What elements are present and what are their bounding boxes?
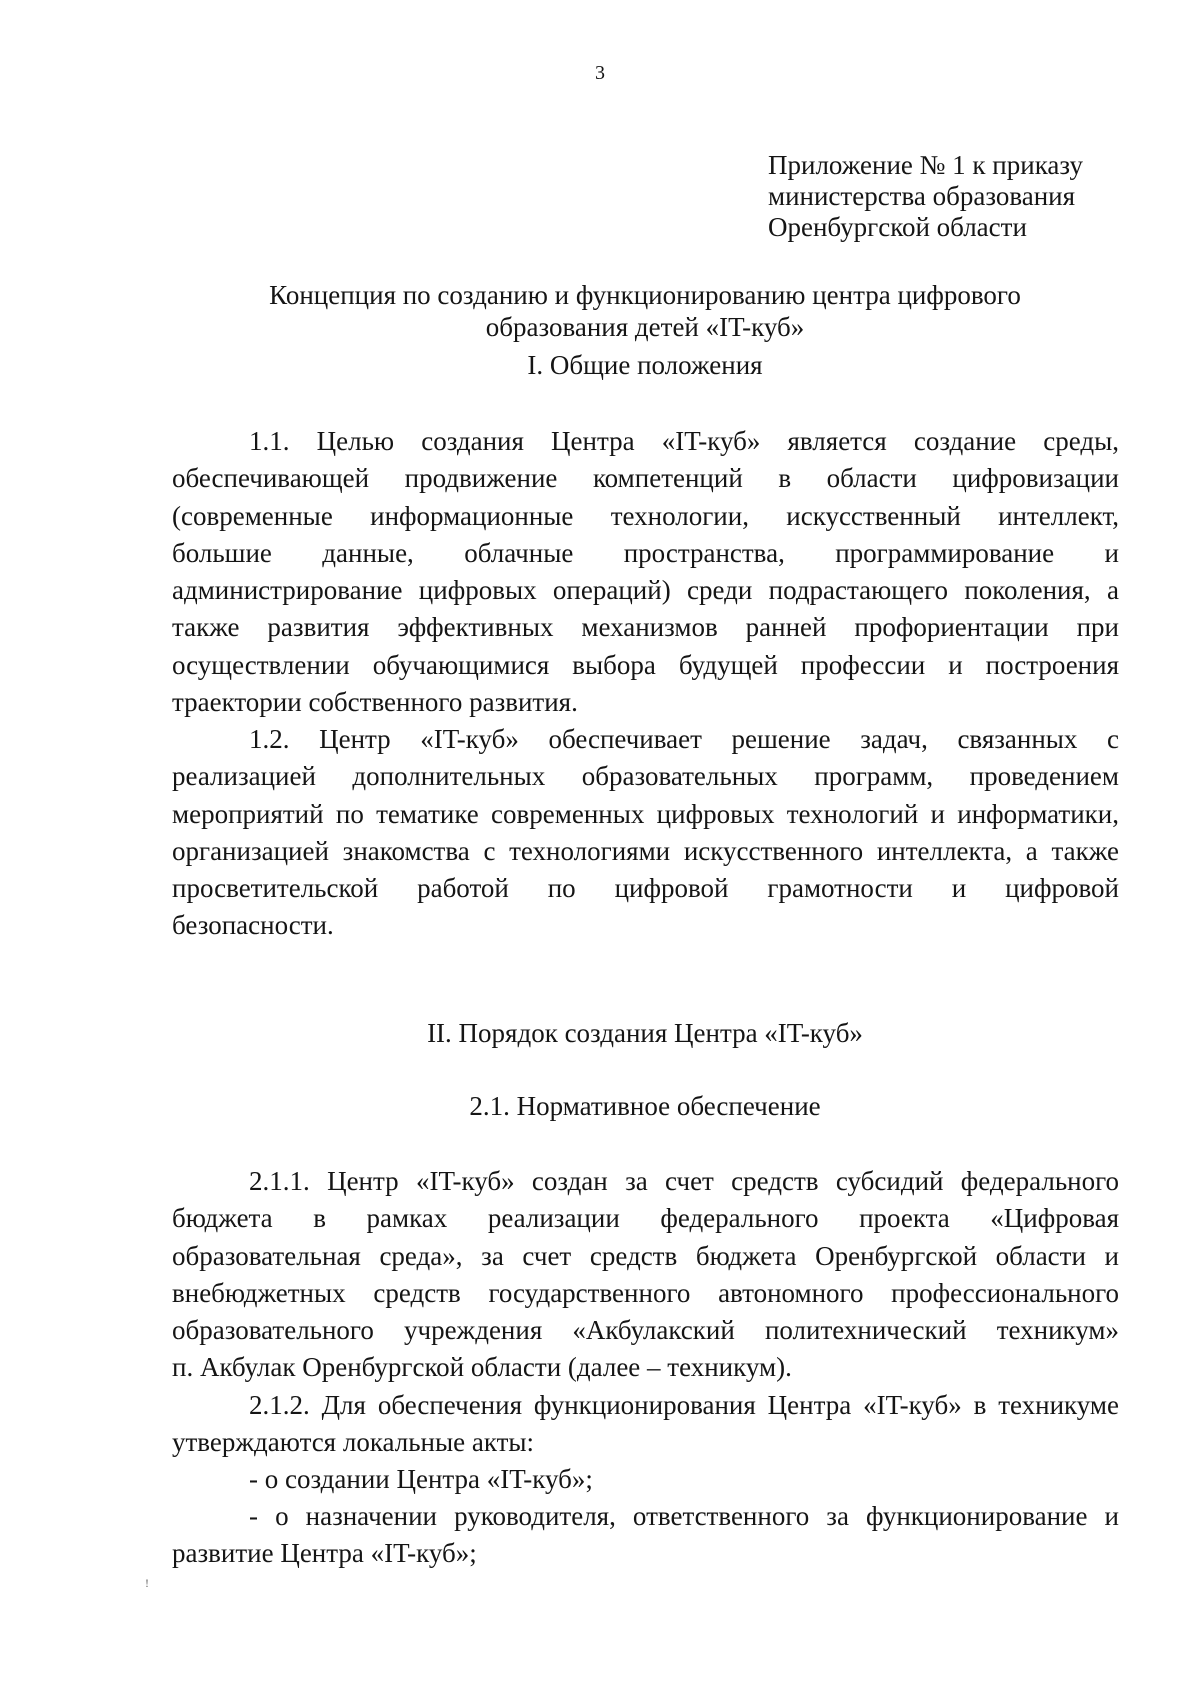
paragraph-line: бюджета в рамках реализации федерального проекта «Цифровая (172, 1203, 1119, 1234)
paragraph-line: траектории собственного развития. (172, 687, 578, 718)
section-1-heading: I. Общие положения (527, 350, 763, 380)
paragraph-line: - о назначении руководителя, ответственного за функционирование и (249, 1501, 1119, 1531)
appendix-line: министерства образования (768, 181, 1076, 211)
appendix-line: Оренбургской области (768, 212, 1027, 242)
paragraph-line: реализацией дополнительных образовательных программ, проведением (172, 761, 1119, 792)
section-2-subheading: 2.1. Нормативное обеспечение (469, 1091, 821, 1121)
paragraph-line: осуществлении обучающимися выбора будущей профессии и построения (172, 649, 1119, 680)
paragraph-line: администрирование цифровых операций) среди подрастающего поколения, а (172, 575, 1119, 606)
paragraph-line: образовательная среда», за счет средств бюджета Оренбургской области и (172, 1240, 1119, 1271)
appendix-line: Приложение № 1 к приказу (768, 150, 1083, 180)
document-title (205, 279, 1085, 343)
paragraph-line: обеспечивающей продвижение компетенций в области цифровизации (172, 463, 1119, 494)
page-number: 3 (595, 62, 605, 84)
paragraph-line: 2.1.2. Для обеспечения функционирования Центра «IT-куб» в техникуме (249, 1390, 1119, 1420)
paragraph-line: 2.1.1. Центр «IT-куб» создан за счет средств субсидий федерального (249, 1166, 1119, 1196)
paragraph-2-1-2 (172, 1387, 1119, 1462)
paragraph-line: организацией знакомства с технологиями искусственного интеллекта, а также (172, 835, 1119, 866)
paragraph-line: безопасности. (172, 910, 334, 941)
section-2-heading: II. Порядок создания Центра «IT-куб» (427, 1018, 863, 1048)
title-line: образования детей «IT-куб» (485, 312, 805, 342)
paragraph-1-2 (172, 721, 1119, 945)
paragraph-line: (современные информационные технологии, искусственный интеллект, (172, 500, 1119, 531)
paragraph-line: образовательного учреждения «Акбулакский политехнический техникум» (172, 1315, 1119, 1346)
paragraph-line: внебюджетных средств государственного автономного профессионального (172, 1277, 1119, 1308)
paragraph-line: утверждаются локальные акты: (172, 1427, 535, 1458)
paragraph-line: 1.2. Центр «IT-куб» обеспечивает решение задач, связанных с (249, 724, 1119, 754)
paragraph-line: большие данные, облачные пространства, программирование и (172, 537, 1119, 568)
list-item (172, 1461, 1119, 1498)
paragraph-line: мероприятий по тематике современных цифровых технологий и информатики, (172, 798, 1119, 829)
title-line: Концепция по созданию и функционированию центра цифрового (269, 280, 1021, 310)
paragraph-1-1 (172, 423, 1119, 721)
margin-mark: ! (145, 1576, 149, 1590)
paragraph-line: просветительской работой по цифровой грамотности и цифровой (172, 873, 1119, 904)
list-item (172, 1498, 1119, 1573)
paragraph-line: также развития эффективных механизмов ранней профориентации при (172, 612, 1119, 643)
paragraph-line: 1.1. Целью создания Центра «IT-куб» является создание среды, (249, 426, 1119, 456)
paragraph-2-1-1 (172, 1163, 1119, 1387)
paragraph-line: развитие Центра «IT-куб»; (172, 1538, 477, 1569)
appendix-block (768, 150, 1083, 243)
paragraph-line: п. Акбулак Оренбургской области (далее – техникум). (172, 1352, 792, 1383)
paragraph-line: - о создании Центра «IT-куб»; (249, 1464, 593, 1494)
